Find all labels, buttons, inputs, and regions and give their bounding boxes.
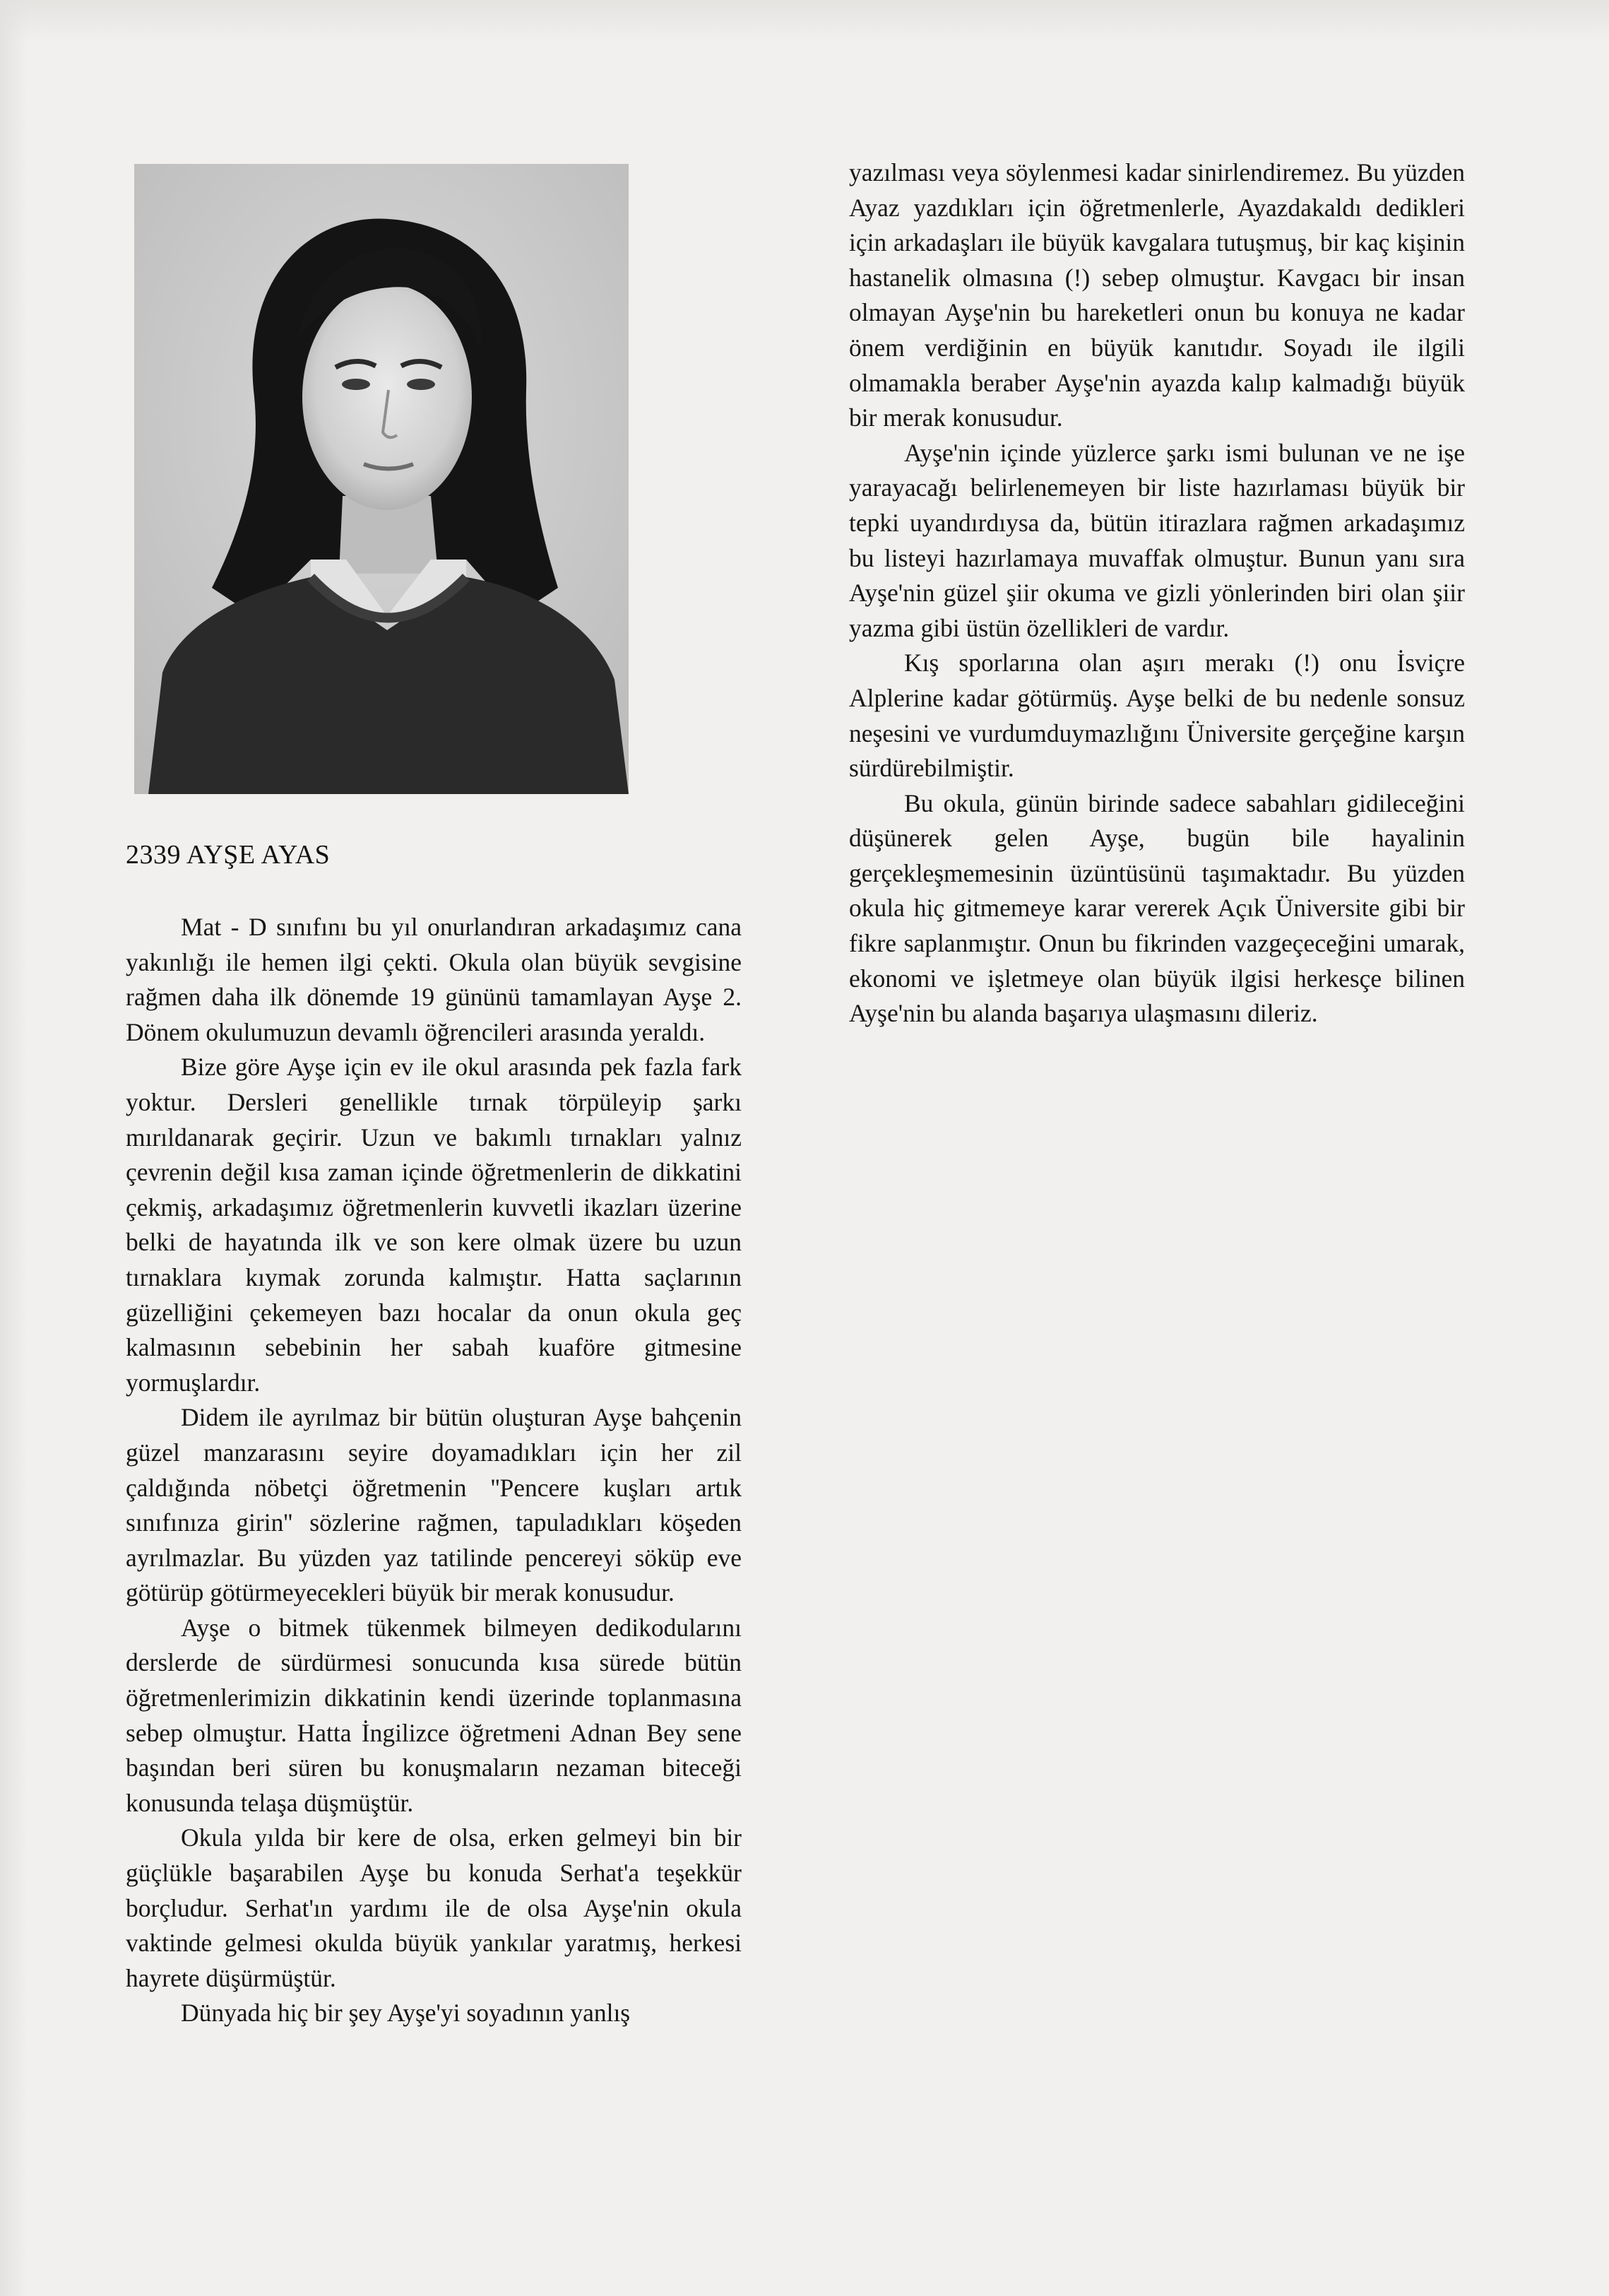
student-portrait-photo [134,164,629,794]
paragraph: Kış sporlarına olan aşırı merakı (!) onu İsviçre Alplerine kadar götürmüş. Ayşe belki de bu nedenle sonsuz neşesini ve vurdumduymazlığını Üniversite gerçeğine karşın sürdürebilmiştir. [849,649,1465,783]
paragraph: Okula yılda bir kere de olsa, erken gelmeyi bin bir güçlükle başarabilen Ayşe bu konuda Serhat'a teşekkür borçludur. Serhat'ın yardımı ile de olsa Ayşe'nin okula vaktinde gelmesi okulda büyük yankılar yaratmış, herkesi hayrete düşürmüştür. [126,1823,742,1992]
paragraph: Dünyada hiç bir şey Ayşe'yi soyadının yanlış [181,1999,631,2028]
student-name-caption: 2339 AYŞE AYAS [126,840,331,870]
left-text-column [126,910,742,2031]
paragraph: Ayşe o bitmek tükenmek bilmeyen dedikodularını derslerde de sürdürmesi sonucunda kısa sürede bütün öğretmenlerimizin dikkatinin kendi üzerinde toplanmasına sebep olmuştur. Hatta İngilizce öğretmeni Adnan Bey sene başından beri süren bu konuşmaların nezaman biteceği konusunda telaşa düşmüştür. [126,1613,742,1817]
paragraph: Ayşe'nin içinde yüzlerce şarkı ismi bulunan ve ne işe yarayacağı belirlenemeyen bir liste hazırlaması büyük bir tepki uyandırdıysa da, bütün itirazlara rağmen arkadaşımız bu listeyi hazırlamaya muvaffak olmuştur. Bunun yanı sıra Ayşe'nin güzel şiir okuma ve gizli yönlerinden biri olan şiir yazma gibi üstün özellikleri de vardır. [849,438,1465,642]
paragraph: Didem ile ayrılmaz bir bütün oluşturan Ayşe bahçenin güzel manzarasını seyire doyamadıkları için her zil çaldığında nöbetçi öğretmenin ''Pencere kuşları artık sınıfınıza girin'' sözlerine rağmen, tapuladıkları köşeden ayrılmazlar. Bu yüzden yaz tatilinde pencereyi söküp eve götürüp götürmeyecekleri büyük bir merak konusudur. [126,1403,742,1607]
paragraph: yazılması veya söylenmesi kadar sinirlendiremez. Bu yüzden Ayaz yazdıkları için öğretmenlerle, Ayazdakaldı dedikleri için arkadaşları ile büyük kavgalara tutuşmuş, bir kaç kişinin hastanelik olmasına (!) sebep olmuştur. Kavgacı bir insan olmayan Ayşe'nin bu hareketleri onun bu konuya ne kadar önem verdiğinin en büyük kanıtıdır. Soyadı ile ilgili olmamakla beraber Ayşe'nin ayazda kalıp kalmadığı büyük bir merak konusudur. [849,158,1465,432]
scan-left-shadow [0,0,28,2296]
right-text-column [849,155,1465,1031]
scan-top-shadow [0,0,1609,42]
paragraph: Bize göre Ayşe için ev ile okul arasında pek fazla fark yoktur. Dersleri genellikle tırnak törpüleyip şarkı mırıldanarak geçirir. Uzun ve bakımlı tırnakları yalnız çevrenin değil kısa zaman içinde öğretmenlerin de dikkatini çekmiş, arkadaşımız öğretmenlerin kuvvetli ikazları üzerine belki de hayatında ilk ve son kere olmak üzere bu uzun tırnaklara kıymak zorunda kalmıştır. Hatta saçlarının güzelliğini çekemeyen bazı hocalar da onun okula geç kalmasının sebebinin her sabah kuaföre gitmesine yormuşlardır. [126,1053,742,1397]
paragraph: Bu okula, günün birinde sadece sabahları gidileceğini düşünerek gelen Ayşe, bugün bile hayalinin gerçekleşmemesinin üzüntüsünü taşımaktadır. Bu yüzden okula hiç gitmemeye karar vererek Açık Üniversite gibi bir fikre saplanmıştır. Onun bu fikrinden vazgeçeceğini umarak, ekonomi ve işletmeye olan büyük ilgisi herkesçe bilinen Ayşe'nin bu alanda başarıya ulaşmasını dileriz. [849,788,1465,1028]
paragraph: Mat - D sınıfını bu yıl onurlandıran arkadaşımız cana yakınlığı ile hemen ilgi çekti. Okula olan büyük sevgisine rağmen daha ilk dönemde 19 gününü tamamlayan Ayşe 2. Dönem okulumuzun devamlı öğrencileri arasında yeraldı. [126,913,742,1046]
